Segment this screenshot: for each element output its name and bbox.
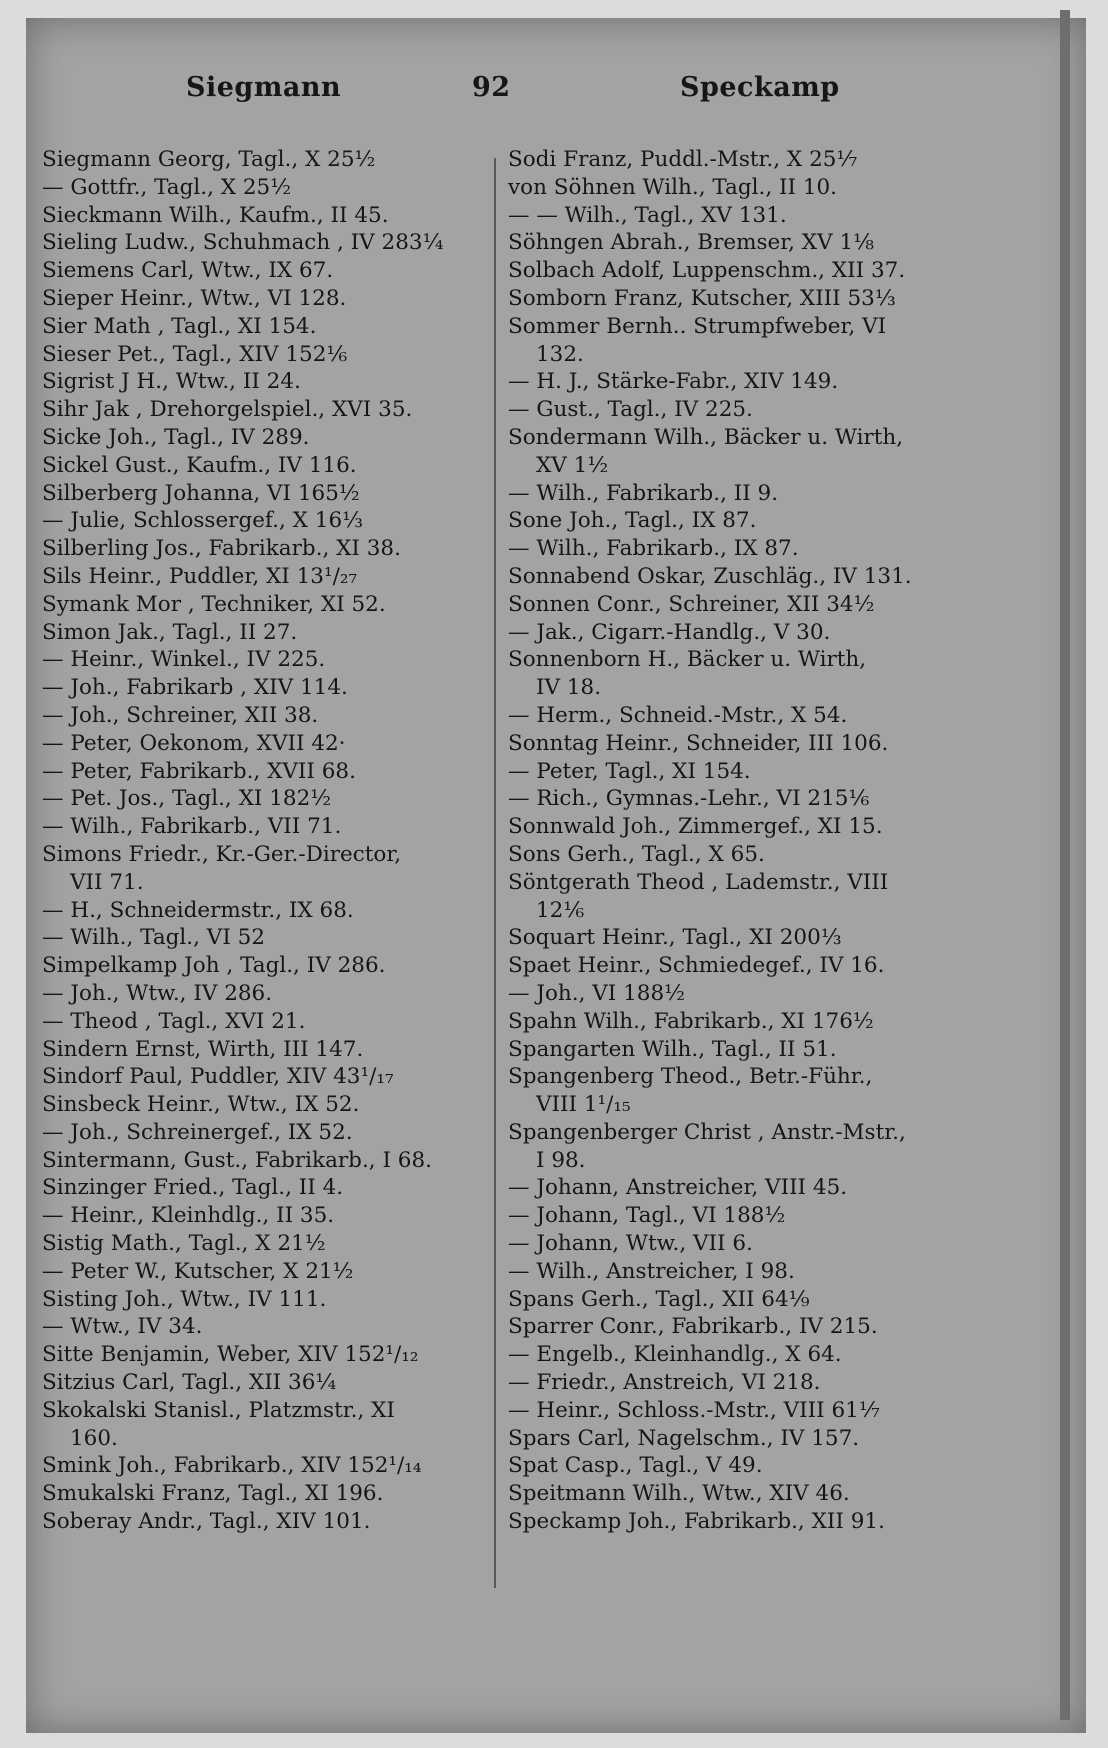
directory-entry: — Wilh., Fabrikarb., II 9. — [508, 480, 779, 506]
directory-entry: Sigrist J H., Wtw., II 24. — [42, 369, 301, 395]
directory-entry: von Söhnen Wilh., Tagl., II 10. — [508, 174, 838, 200]
directory-entry: Speitmann Wilh., Wtw., XIV 46. — [508, 1481, 850, 1507]
directory-entry: Sodi Franz, Puddl.-Mstr., X 25⅐ — [508, 147, 858, 172]
directory-entry: — Engelb., Kleinhandlg., X 64. — [508, 1342, 842, 1368]
directory-entry: Siegmann Georg, Tagl., X 25½ — [42, 147, 376, 172]
directory-entry: Silberberg Johanna, VI 165½ — [42, 480, 360, 506]
directory-entry: Somborn Franz, Kutscher, XIII 53⅓ — [508, 285, 896, 311]
directory-entry: Sommer Bernh.. Strumpfweber, VI — [508, 313, 887, 339]
directory-entry: — Wilh., Tagl., VI 52 — [42, 925, 265, 951]
directory-entry: Sicke Joh., Tagl., IV 289. — [42, 424, 310, 450]
directory-entry: Sihr Jak , Drehorgelspiel., XVI 35. — [42, 397, 413, 423]
directory-entry: — Pet. Jos., Tagl., XI 182½ — [42, 786, 332, 812]
directory-entry: Sintermann, Gust., Fabrikarb., I 68. — [42, 1147, 432, 1173]
directory-entry: — — Wilh., Tagl., XV 131. — [508, 202, 787, 228]
directory-entry: Sonntag Heinr., Schneider, III 106. — [508, 730, 889, 756]
directory-entry: Spaet Heinr., Schmiedegef., IV 16. — [508, 953, 885, 979]
directory-entry: Sindorf Paul, Puddler, XIV 43¹/₁₇ — [42, 1064, 394, 1090]
directory-entry: — Gust., Tagl., IV 225. — [508, 397, 753, 423]
directory-entry: Soberay Andr., Tagl., XIV 101. — [42, 1509, 371, 1535]
directory-entry: — Heinr., Schloss.-Mstr., VIII 61⅐ — [508, 1397, 880, 1423]
directory-entry: Sickel Gust., Kaufm., IV 116. — [42, 452, 357, 478]
directory-entry-continuation: IV 18. — [536, 675, 602, 701]
directory-entry: — Gottfr., Tagl., X 25½ — [42, 174, 292, 200]
directory-entry: Sonnenborn H., Bäcker u. Wirth, — [508, 647, 867, 673]
directory-entry: Sonnwald Joh., Zimmergef., XI 15. — [508, 814, 883, 840]
directory-entry: Söhngen Abrah., Bremser, XV 1⅛ — [508, 230, 874, 256]
directory-entry: Speckamp Joh., Fabrikarb., XII 91. — [508, 1509, 885, 1535]
directory-entry-continuation: VII 71. — [70, 869, 144, 895]
directory-entry: Spat Casp., Tagl., V 49. — [508, 1453, 763, 1479]
directory-entry: — Rich., Gymnas.-Lehr., VI 215⅙ — [508, 786, 870, 812]
directory-entry: Siemens Carl, Wtw., IX 67. — [42, 258, 334, 284]
directory-entry: Sistig Math., Tagl., X 21½ — [42, 1231, 326, 1257]
page-number: 92 — [472, 72, 511, 103]
directory-entry: — Peter W., Kutscher, X 21½ — [42, 1258, 354, 1284]
directory-entry: Söntgerath Theod , Lademstr., VIII — [508, 869, 889, 895]
directory-entry: Sonnen Conr., Schreiner, XII 34½ — [508, 591, 875, 617]
directory-entry: Sparrer Conr., Fabrikarb., IV 215. — [508, 1314, 878, 1340]
directory-entry-continuation: VIII 1¹/₁₅ — [536, 1092, 631, 1118]
directory-entry: Sitte Benjamin, Weber, XIV 152¹/₁₂ — [42, 1342, 419, 1368]
directory-entry: Sinzinger Fried., Tagl., II 4. — [42, 1175, 344, 1201]
directory-entry: — Joh., VI 188½ — [508, 980, 685, 1006]
directory-entry: Symank Mor , Techniker, XI 52. — [42, 591, 386, 617]
directory-entry: — Wtw., IV 34. — [42, 1314, 203, 1340]
directory-entry: — Peter, Fabrikarb., XVII 68. — [42, 758, 356, 784]
directory-entry: Sieling Ludw., Schuhmach , IV 283¼ — [42, 230, 444, 256]
directory-entry-continuation: XV 1½ — [536, 452, 609, 478]
directory-entry: — H. J., Stärke-Fabr., XIV 149. — [508, 369, 839, 395]
directory-entry: Spans Gerh., Tagl., XII 64⅑ — [508, 1286, 810, 1312]
right-column — [508, 146, 990, 1536]
directory-entry: — Johann, Anstreicher, VIII 45. — [508, 1175, 848, 1201]
directory-entry: — Joh., Schreiner, XII 38. — [42, 702, 319, 728]
directory-entry: — Johann, Wtw., VII 6. — [508, 1231, 753, 1257]
directory-entry: Sitzius Carl, Tagl., XII 36¼ — [42, 1370, 337, 1396]
directory-entry-continuation: 12⅙ — [536, 897, 585, 923]
directory-entry: — Jak., Cigarr.-Handlg., V 30. — [508, 619, 831, 645]
directory-entry: Simons Friedr., Kr.-Ger.-Director, — [42, 841, 402, 867]
directory-entry: — Wilh., Fabrikarb., IX 87. — [508, 536, 799, 562]
directory-entry: Smink Joh., Fabrikarb., XIV 152¹/₁₄ — [42, 1453, 422, 1479]
directory-entry: — Heinr., Winkel., IV 225. — [42, 647, 326, 673]
directory-entry-continuation: I 98. — [536, 1147, 586, 1173]
directory-entry: — Heinr., Kleinhdlg., II 35. — [42, 1203, 335, 1229]
directory-entry: Spangarten Wilh., Tagl., II 51. — [508, 1036, 837, 1062]
running-head-right: Speckamp — [680, 72, 840, 103]
directory-entry: — Wilh., Fabrikarb., VII 71. — [42, 814, 342, 840]
column-divider — [494, 158, 496, 1588]
directory-entry: Solbach Adolf, Luppenschm., XII 37. — [508, 258, 906, 284]
directory-entry: Spangenberg Theod., Betr.-Führ., — [508, 1064, 873, 1090]
directory-entry: — Wilh., Anstreicher, I 98. — [508, 1258, 795, 1284]
directory-entry: Sier Math , Tagl., XI 154. — [42, 313, 317, 339]
directory-entry: Sons Gerh., Tagl., X 65. — [508, 841, 765, 867]
directory-entry: Sondermann Wilh., Bäcker u. Wirth, — [508, 424, 904, 450]
directory-entry: Silberling Jos., Fabrikarb., XI 38. — [42, 536, 401, 562]
directory-entry: Skokalski Stanisl., Platzmstr., XI — [42, 1397, 395, 1423]
directory-entry: Sindern Ernst, Wirth, III 147. — [42, 1036, 364, 1062]
directory-entry: Sieser Pet., Tagl., XIV 152⅙ — [42, 341, 348, 367]
directory-entry: Sils Heinr., Puddler, XI 13¹/₂₇ — [42, 563, 358, 589]
directory-entry: Simpelkamp Joh , Tagl., IV 286. — [42, 953, 386, 979]
directory-entry: — Peter, Oekonom, XVII 42· — [42, 730, 346, 756]
directory-entry: — Julie, Schlossergef., X 16⅓ — [42, 508, 363, 534]
directory-entry: Simon Jak., Tagl., II 27. — [42, 619, 298, 645]
directory-entry: Spangenberger Christ , Anstr.-Mstr., — [508, 1119, 906, 1145]
directory-entry: Sinsbeck Heinr., Wtw., IX 52. — [42, 1092, 360, 1118]
directory-entry: — Joh., Wtw., IV 286. — [42, 980, 273, 1006]
directory-entry-continuation: 132. — [536, 341, 584, 367]
directory-entry: — Theod , Tagl., XVI 21. — [42, 1008, 306, 1034]
page-edge — [1060, 10, 1070, 1720]
directory-entry: Spahn Wilh., Fabrikarb., XI 176½ — [508, 1008, 874, 1034]
directory-entry: — Johann, Tagl., VI 188½ — [508, 1203, 786, 1229]
directory-entry: Sone Joh., Tagl., IX 87. — [508, 508, 757, 534]
directory-entry: — Friedr., Anstreich, VI 218. — [508, 1370, 821, 1396]
running-head-left: Siegmann — [186, 72, 342, 103]
directory-entry: — Peter, Tagl., XI 154. — [508, 758, 751, 784]
left-column — [42, 146, 492, 1536]
directory-entry: Sonnabend Oskar, Zuschläg., IV 131. — [508, 563, 912, 589]
directory-entry: Spars Carl, Nagelschm., IV 157. — [508, 1425, 860, 1451]
directory-entry: — Joh., Schreinergef., IX 52. — [42, 1119, 353, 1145]
directory-entry: Sieckmann Wilh., Kaufm., II 45. — [42, 202, 389, 228]
directory-entry: — Joh., Fabrikarb , XIV 114. — [42, 675, 348, 701]
directory-entry: — H., Schneidermstr., IX 68. — [42, 897, 354, 923]
directory-entry-continuation: 160. — [70, 1425, 118, 1451]
directory-entry: Smukalski Franz, Tagl., XI 196. — [42, 1481, 384, 1507]
directory-entry: Sisting Joh., Wtw., IV 111. — [42, 1286, 327, 1312]
directory-entry: Soquart Heinr., Tagl., XI 200⅓ — [508, 925, 842, 951]
directory-entry: — Herm., Schneid.-Mstr., X 54. — [508, 702, 848, 728]
directory-entry: Sieper Heinr., Wtw., VI 128. — [42, 285, 347, 311]
